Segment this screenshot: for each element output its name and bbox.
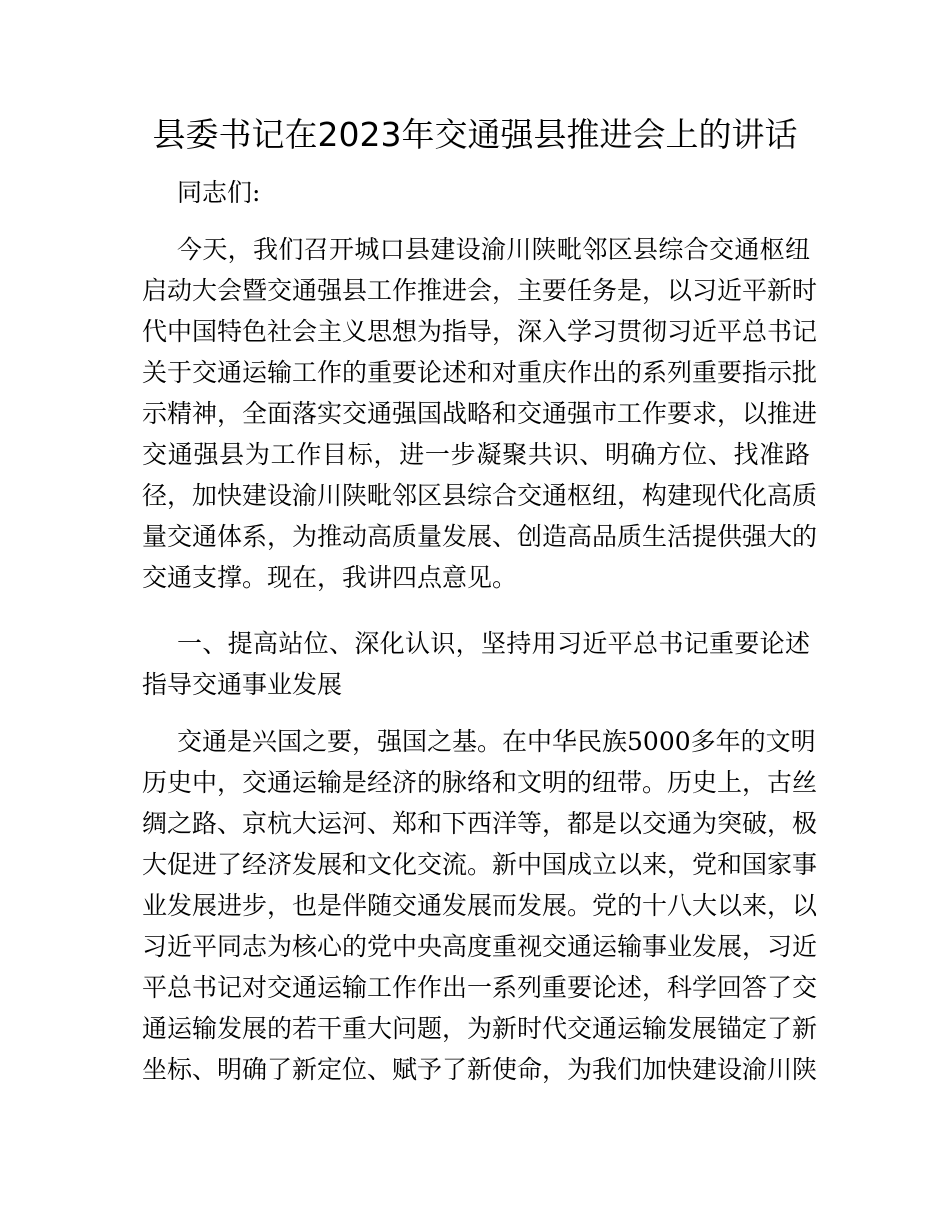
paragraph-line: 量交通体系，为推动高质量发展、创造高品质生活提供强大的 [142, 522, 818, 551]
paragraph-line: 平总书记对交通运输工作作出一系列重要论述，科学回答了交 [142, 973, 818, 1002]
paragraph-opening [142, 229, 818, 598]
paragraph-line: 坐标、明确了新定位、赋予了新使命，为我们加快建设渝川陕 [142, 1055, 818, 1084]
paragraph-line: 业发展进步，也是伴随交通发展而发展。党的十八大以来，以 [142, 891, 818, 920]
paragraph-line: 启动大会暨交通强县工作推进会，主要任务是，以习近平新时 [142, 276, 818, 305]
paragraph-line: 大促进了经济发展和文化交流。新中国成立以来，党和国家事 [142, 850, 818, 879]
paragraph-line: 指导交通事业发展 [142, 670, 343, 699]
paragraph-line: 交通强县为工作目标，进一步凝聚共识、明确方位、找准路 [142, 440, 810, 469]
paragraph-line: 关于交通运输工作的重要论述和对重庆作出的系列重要指示批 [142, 358, 818, 387]
paragraph-line: 通运输发展的若干重大问题，为新时代交通运输发展锚定了新 [142, 1014, 818, 1043]
paragraph-line: 今天，我们召开城口县建设渝川陕毗邻区县综合交通枢纽 [177, 235, 810, 264]
salutation: 同志们: [177, 178, 261, 207]
paragraph-line: 代中国特色社会主义思想为指导，深入学习贯彻习近平总书记 [142, 317, 818, 346]
section-heading-one [142, 623, 810, 705]
paragraph-line: 绸之路、京杭大运河、郑和下西洋等，都是以交通为突破，极 [142, 809, 818, 838]
paragraph-line: 交通是兴国之要，强国之基。在中华民族5000多年的文明 [177, 727, 816, 756]
paragraph-line: 径，加快建设渝川陕毗邻区县综合交通枢纽，构建现代化高质 [142, 481, 818, 510]
paragraph-line: 交通支撑。现在，我讲四点意见。 [142, 563, 518, 592]
paragraph-line: 习近平同志为核心的党中央高度重视交通运输事业发展，习近 [142, 932, 818, 961]
document-title: 县委书记在2023年交通强县推进会上的讲话 [152, 115, 798, 154]
paragraph-line: 一、提高站位、深化认识，坚持用习近平总书记重要论述 [177, 629, 810, 658]
paragraph-transport-history [142, 721, 818, 1090]
paragraph-line: 历史中，交通运输是经济的脉络和文明的纽带。历史上，古丝 [142, 768, 818, 797]
paragraph-line: 示精神，全面落实交通强国战略和交通强市工作要求，以推进 [142, 399, 818, 428]
